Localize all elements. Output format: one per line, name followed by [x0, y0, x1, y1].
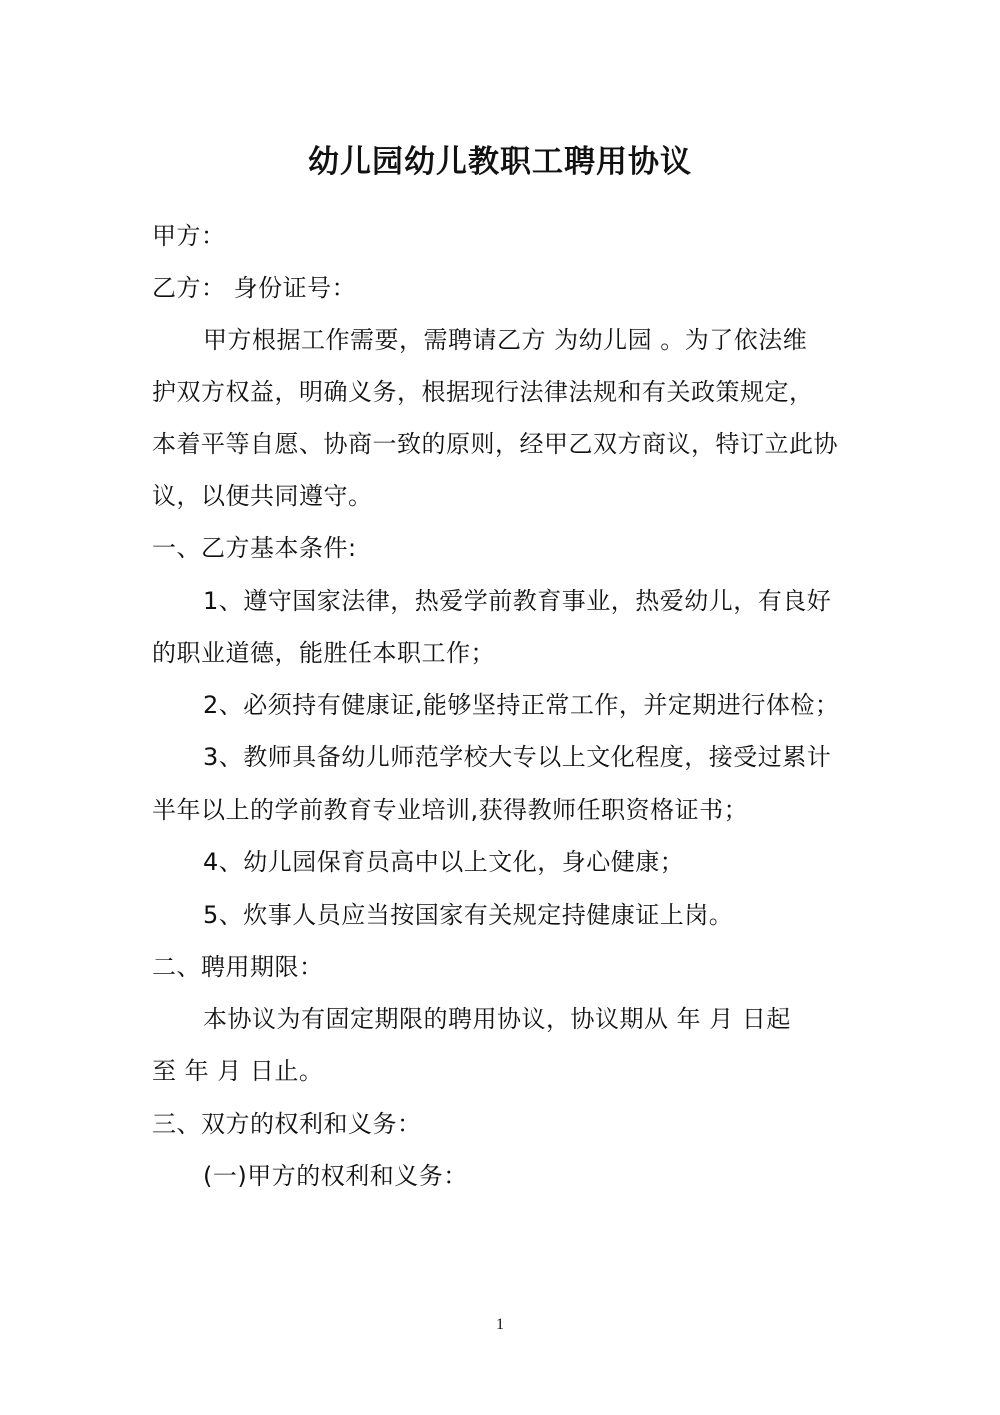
list-item-continuation: 的职业道德，能胜任本职工作； [152, 639, 495, 667]
paragraph-line: 本着平等自愿、协商一致的原则，经甲乙双方商议，特订立此协 [152, 430, 838, 458]
list-item: 1、遵守国家法律，热爱学前教育事业，热爱幼儿，有良好 [203, 587, 832, 615]
party-b-line: 乙方： 身份证号： [152, 274, 357, 302]
party-a-line: 甲方： [152, 222, 226, 250]
paragraph-line: 甲方根据工作需要，需聘请乙方 为幼儿园 。为了依法维 [203, 326, 808, 354]
list-item: 3、教师具备幼儿师范学校大专以上文化程度，接受过累计 [203, 743, 832, 771]
section-heading: 二、聘用期限： [152, 953, 324, 981]
list-item: 2、必须持有健康证,能够坚持正常工作，并定期进行体检； [203, 691, 840, 719]
paragraph-line: 本协议为有固定期限的聘用协议，协议期从 年 月 日起 [203, 1005, 791, 1033]
section-heading: 一、乙方基本条件: [152, 534, 357, 562]
list-item: 4、幼儿园保育员高中以上文化，身心健康； [203, 848, 685, 876]
section-heading: 三、双方的权利和义务： [152, 1110, 422, 1138]
paragraph-line: 至 年 月 日止。 [152, 1057, 324, 1085]
subsection-heading: (一)甲方的权利和义务： [203, 1162, 468, 1190]
list-item: 5、炊事人员应当按国家有关规定持健康证上岗。 [203, 901, 734, 929]
paragraph-line: 议，以便共同遵守。 [152, 482, 373, 510]
page-number: 1 [496, 1316, 504, 1333]
document-title: 幼儿园幼儿教职工聘用协议 [308, 144, 692, 180]
paragraph-line: 护双方权益，明确义务，根据现行法律法规和有关政策规定， [152, 378, 814, 406]
list-item-continuation: 半年以上的学前教育专业培训,获得教师任职资格证书； [152, 796, 749, 824]
